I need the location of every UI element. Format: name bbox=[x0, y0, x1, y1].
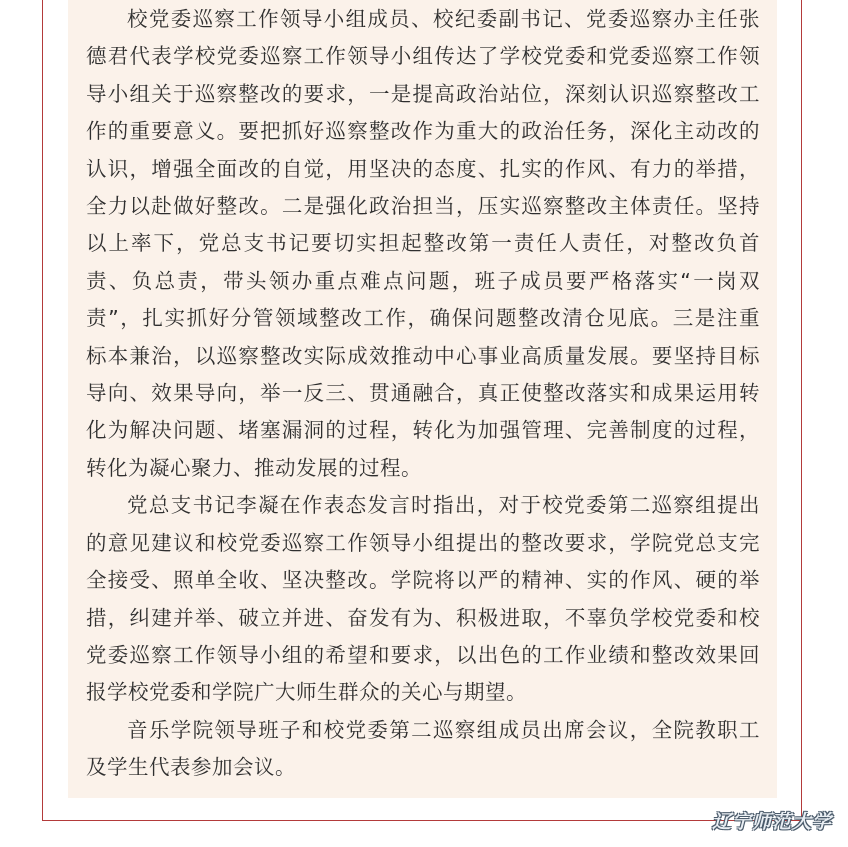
paragraph-line: 标本兼治，以巡察整改实际成效推动中心事业高质量发展。要坚持目标 bbox=[86, 343, 760, 368]
university-watermark: 辽宁师范大学 bbox=[711, 811, 832, 833]
paragraph-line: 德君代表学校党委巡察工作领导小组传达了学校党委和党委巡察工作领 bbox=[86, 44, 760, 69]
paragraph-line: 导小组关于巡察整改的要求，一是提高政治站位，深刻认识巡察整改工 bbox=[86, 81, 760, 106]
paragraph-line: 责”，扎实抓好分管领域整改工作，确保问题整改清仓见底。三是注重 bbox=[86, 306, 760, 331]
paragraph-line: 化为解决问题、堵塞漏洞的过程，转化为加强管理、完善制度的过程， bbox=[86, 418, 760, 443]
article-body bbox=[86, 1, 760, 787]
paragraph-line: 全力以赴做好整改。二是强化政治担当，压实巡察整改主体责任。坚持 bbox=[86, 194, 760, 219]
paragraph-line: 党总支书记李凝在作表态发言时指出，对于校党委第二巡察组提出 bbox=[127, 493, 760, 518]
paragraph-line: 全接受、照单全收、坚决整改。学院将以严的精神、实的作风、硬的举 bbox=[86, 568, 760, 593]
paragraph-line: 导向、效果导向，举一反三、贯通融合，真正使整改落实和成果运用转 bbox=[86, 381, 760, 406]
paragraph-line: 报学校党委和学院广大师生群众的关心与期望。 bbox=[86, 680, 527, 705]
paragraph-line: 音乐学院领导班子和校党委第二巡察组成员出席会议，全院教职工 bbox=[127, 717, 760, 742]
paragraph-line: 及学生代表参加会议。 bbox=[86, 755, 296, 780]
paragraph-line: 转化为凝心聚力、推动发展的过程。 bbox=[86, 455, 422, 480]
paragraph-line: 作的重要意义。要把抓好巡察整改作为重大的政治任务，深化主动改的 bbox=[86, 119, 760, 144]
paragraph-line: 以上率下，党总支书记要切实担起整改第一责任人责任，对整改负首 bbox=[86, 231, 760, 256]
paragraph-line: 校党委巡察工作领导小组成员、校纪委副书记、党委巡察办主任张 bbox=[127, 7, 760, 31]
paragraph-line: 党委巡察工作领导小组的希望和要求，以出色的工作业绩和整改效果回 bbox=[86, 642, 760, 667]
paragraph-1 bbox=[86, 1, 760, 487]
paragraph-line: 责、负总责，带头领办重点难点问题，班子成员要严格落实“一岗双 bbox=[86, 268, 760, 293]
paragraph-line: 认识，增强全面改的自觉，用坚决的态度、扎实的作风、有力的举措， bbox=[86, 156, 760, 181]
paragraph-line: 的意见建议和校党委巡察工作领导小组提出的整改要求，学院党总支完 bbox=[86, 530, 760, 555]
paragraph-line: 措，纠建并举、破立并进、奋发有为、积极进取，不辜负学校党委和校 bbox=[86, 605, 760, 630]
paragraph-3 bbox=[86, 712, 760, 787]
paragraph-2 bbox=[86, 487, 760, 711]
